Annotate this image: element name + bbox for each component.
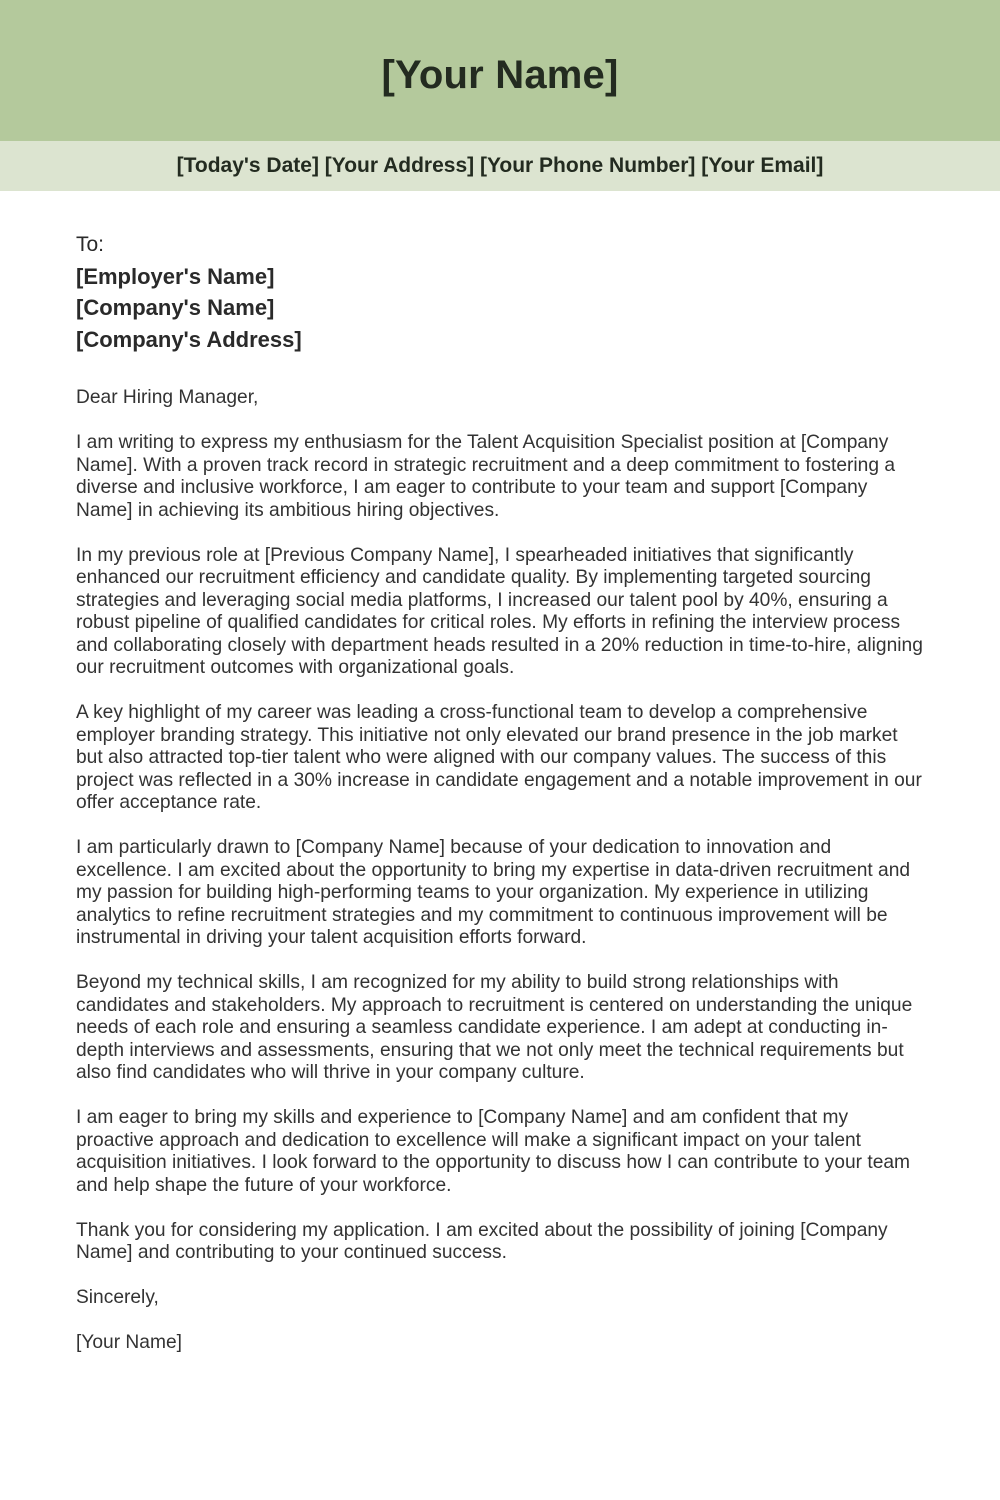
company-name: [Company's Name] bbox=[76, 295, 275, 320]
body-paragraph: In my previous role at [Previous Company Name], I spearheaded initiatives that significantly enhanced our recruitment efficiency and candidate quality. By implementing targeted sourcing strategies and leveraging social media platforms, I increased our talent pool by 40%, ensuring a robust pipeline of qualified candidates for critical roles. My efforts in refining the interview process and collaborating closely with department heads resulted in a 20% reduction in time-to-hire, aligning our recruitment outcomes with organizational goals. bbox=[76, 544, 923, 678]
recipient-block bbox=[76, 229, 924, 355]
signature: [Your Name] bbox=[76, 1332, 182, 1353]
sender-name-heading: [Your Name] bbox=[381, 53, 619, 97]
body-paragraph: I am particularly drawn to [Company Name] because of your dedication to innovation and excellence. I am excited about the opportunity to bring my expertise in data-driven recruitment and my passion for building high-performing teams to your organization. My experience in utilizing analytics to refine recruitment strategies and my commitment to continuous improvement will be instrumental in driving your talent acquisition efforts forward. bbox=[76, 837, 911, 948]
body-paragraph: Beyond my technical skills, I am recognized for my ability to build strong relationships with candidates and stakeholders. My approach to recruitment is centered on understanding the unique needs of each role and ensuring a seamless candidate experience. I am adept at conducting in-depth interviews and assessments, ensuring that we not only meet the technical requirements but also find candidates who will thrive in your company culture. bbox=[76, 972, 913, 1083]
letter-header bbox=[0, 0, 1000, 141]
body-paragraph: A key highlight of my career was leading a cross-functional team to develop a comprehensive employer branding strategy. This initiative not only elevated our brand presence in the job market but also attracted top-tier talent who were aligned with our company values. The success of this project was reflected in a 30% increase in candidate engagement and a notable improvement in our offer acceptance rate. bbox=[76, 702, 922, 813]
letter-body bbox=[76, 387, 924, 1355]
salutation: Dear Hiring Manager, bbox=[76, 387, 259, 408]
contact-info-line: [Today's Date] [Your Address] [Your Phone Number] [Your Email] bbox=[176, 154, 824, 177]
letter-content bbox=[0, 229, 1000, 1355]
employer-name: [Employer's Name] bbox=[76, 263, 275, 289]
body-paragraph: I am writing to express my enthusiasm for the Talent Acquisition Specialist position at [Company Name]. With a proven track record in strategic recruitment and a deep commitment to fostering a diverse and inclusive workforce, I am eager to contribute to your team and support [Company Name] in achieving its ambitious hiring objectives. bbox=[76, 432, 896, 521]
body-paragraph: Thank you for considering my application. I am excited about the possibility of joining [Company Name] and contributing to your continued success. bbox=[76, 1219, 888, 1263]
company-address: [Company's Address] bbox=[76, 326, 302, 352]
closing: Sincerely, bbox=[76, 1287, 159, 1308]
to-label: To: bbox=[76, 233, 105, 256]
body-paragraph: I am eager to bring my skills and experience to [Company Name] and am confident that my proactive approach and dedication to excellence will make a significant impact on your talent acquisition initiatives. I look forward to the opportunity to discuss how I can contribute to your team and help shape the future of your workforce. bbox=[76, 1107, 911, 1196]
contact-info-bar bbox=[0, 141, 1000, 191]
